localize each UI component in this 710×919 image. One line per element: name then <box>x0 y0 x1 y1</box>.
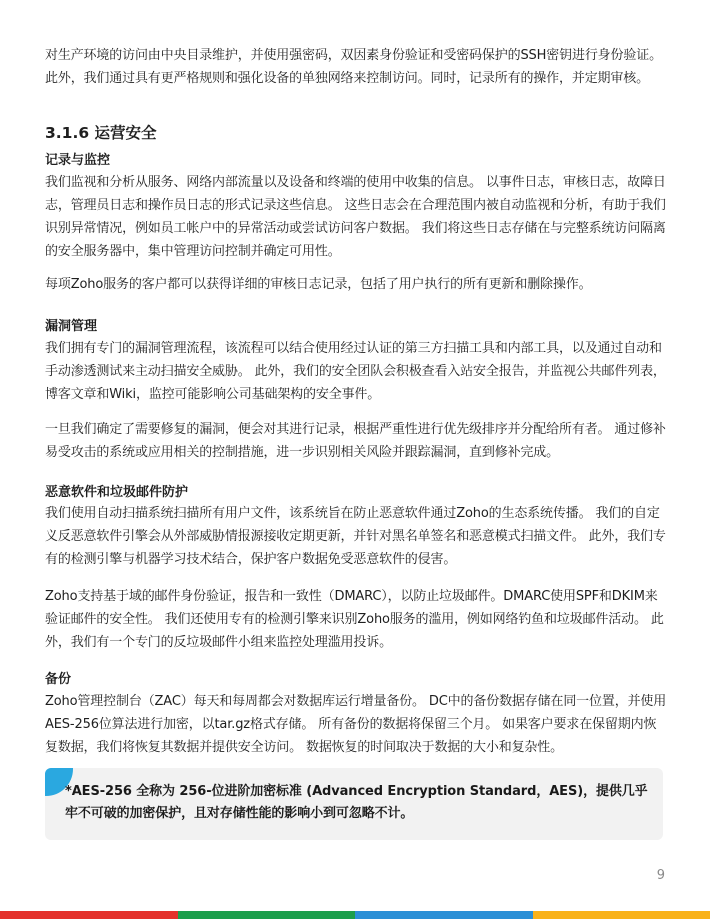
footer-bar-green <box>178 911 356 919</box>
vuln-paragraph-1: 我们拥有专门的漏洞管理流程，该流程可以结合使用经过认证的第三方扫描工具和内部工具，以及通过自动和手动渗透测试来主动扫描安全威胁。 此外，我们的安全团队会积极查看入站安全报告，并监视公共邮件列表，博客文章和Wiki，监控可能影响公司基础架构的安全事件。 <box>45 341 666 402</box>
footer-bar-yellow <box>533 911 710 919</box>
malware-heading: 恶意软件和垃圾邮件防护 <box>45 485 189 500</box>
backup-paragraph: Zoho管理控制台（ZAC）每天和每周都会对数据库运行增量备份。 DC中的备份数据存储在同一位置，并使用AES-256位算法进行加密，以tar.gz格式存储。 所有备份的数据将保留三个月。 如果客户要求在保留期内恢复数据，我们将恢复其数据并提供安全访问。 数据恢复的时间取决于数据的大小和复杂性。 <box>45 694 667 755</box>
footer-color-bar <box>0 911 710 919</box>
intro-paragraph: 对生产环境的访问由中央目录维护，并使用强密码，双因素身份验证和受密码保护的SSH密钥进行身份验证。此外，我们通过具有更严格规则和强化设备的单独网络来控制访问。同时，记录所有的操作，并定期审核。 <box>45 48 662 86</box>
logging-heading: 记录与监控 <box>45 153 111 168</box>
callout-text: *AES-256 全称为 256-位进阶加密标准 (Advanced Encryption Standard，AES)，提供几乎牢不可破的加密保护，且对存储性能的影响小到可忽略不计。 <box>65 784 648 821</box>
vuln-paragraph-2: 一旦我们确定了需要修复的漏洞，便会对其进行记录，根据严重性进行优先级排序并分配给所有者。 通过修补易受攻击的系统或应用相关的控制措施，进一步识别相关风险并跟踪漏洞，直到修补完成。 <box>45 422 666 460</box>
footer-bar-red <box>0 911 178 919</box>
vuln-heading: 漏洞管理 <box>45 319 98 334</box>
aes-note-callout <box>45 768 663 840</box>
backup-heading: 备份 <box>45 672 72 687</box>
footer-bar-blue <box>355 911 533 919</box>
malware-paragraph-1: 我们使用自动扫描系统扫描所有用户文件，该系统旨在防止恶意软件通过Zoho的生态系统传播。 我们的自定义反恶意软件引擎会从外部威胁情报源接收定期更新，并针对黑名单签名和恶意模式扫描文件。 此外，我们专有的检测引擎与机器学习技术结合，保护客户数据免受恶意软件的侵害。 <box>45 506 666 567</box>
malware-paragraph-2: Zoho支持基于域的邮件身份验证，报告和一致性（DMARC），以防止垃圾邮件。DMARC使用SPF和DKIM来验证邮件的安全性。 我们还使用专有的检测引擎来识别Zoho服务的滥用，例如网络钓鱼和垃圾邮件活动。 此外，我们有一个专门的反垃圾邮件小组来监控处理滥用投诉。 <box>45 589 664 650</box>
logging-paragraph-1: 我们监视和分析从服务、网络内部流量以及设备和终端的使用中收集的信息。 以事件日志，审核日志，故障日志，管理员日志和操作员日志的形式记录这些信息。 这些日志会在合理范围内被自动监视和分析，有助于我们识别异常情况，例如员工帐户中的异常活动或尝试访问客户数据。 我们将这些日志存储在与完整系统访问隔离的安全服务器中，集中管理访问控制并确定可用性。 <box>45 175 666 259</box>
page-number: 9 <box>656 868 665 883</box>
logging-paragraph-2: 每项Zoho服务的客户都可以获得详细的审核日志记录，包括了用户执行的所有更新和删除操作。 <box>45 277 592 292</box>
section-title: 3.1.6 运营安全 <box>45 124 157 142</box>
